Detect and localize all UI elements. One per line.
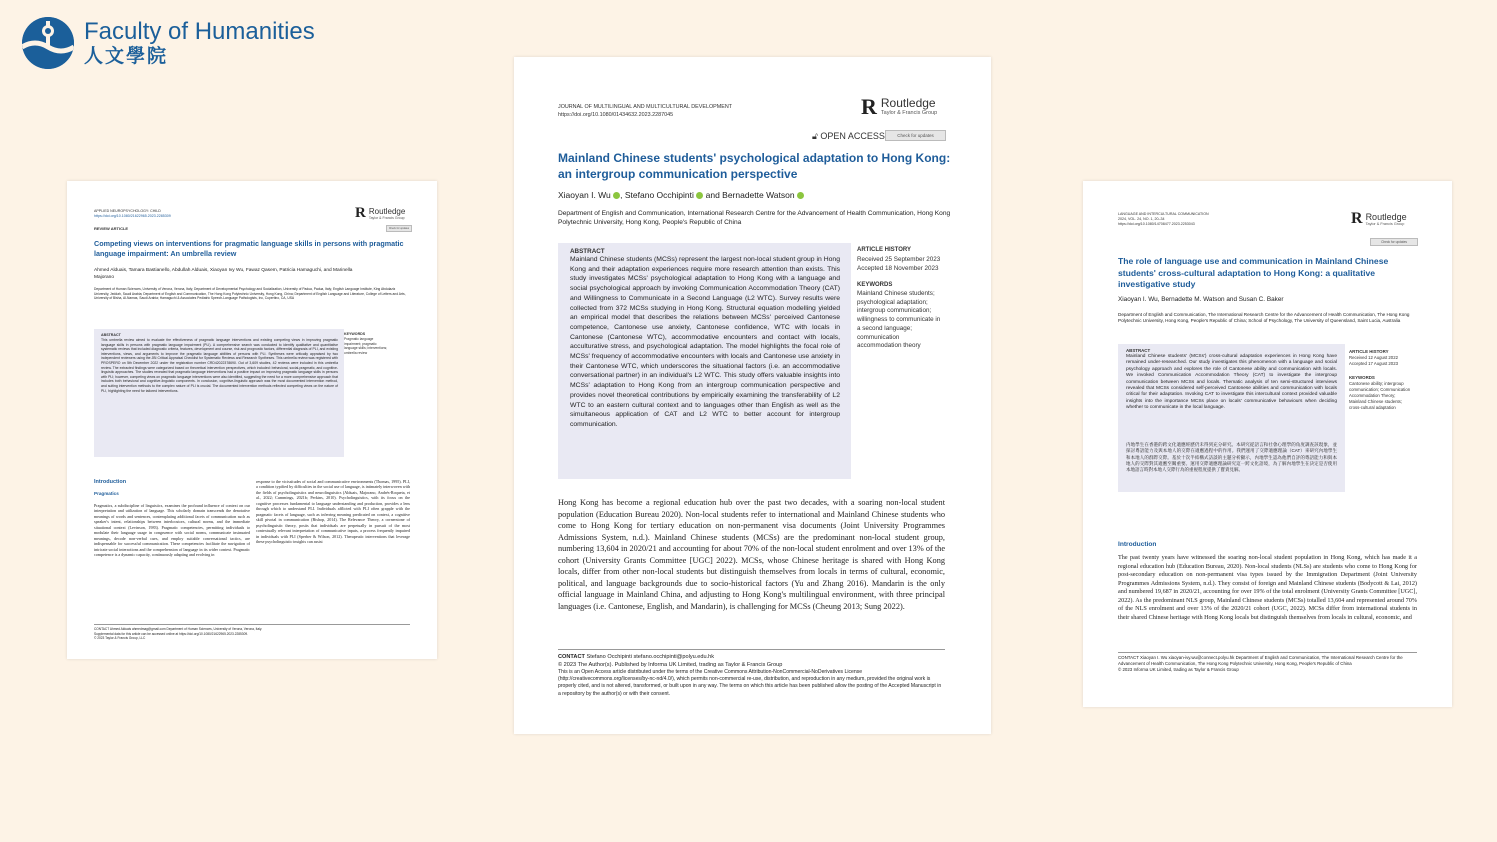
routledge-r-icon: R <box>861 94 877 119</box>
abstract-box: ABSTRACT This umbrella review aimed to evaluate the effectiveness of pragmatic language interventions and existing competing views in improving pragmatic language skills in persons with pragmatic language impairment (PLI). A comprehensive search was conducted to identify qualitative and quantitative systematic reviews that included diagnostic criteria, features, development and course, risk and prognostic factors, differential diagnosis of PLI, and existing interventions, views, and arguments to improve the pragmatic language abilities of persons with PLI. Syntheses were critically appraised by two independent reviewers using the JBI Critical Appraisal Checklist for Systematic Reviews and Research Syntheses. This umbrella review was registered with PROSPERO on 5th December 2022 under the registration number CRD42022378690. Out of 3,609 studies, 42 reviews were included in this umbrella review. The extracted findings were categorized based on theoretical intervention perspectives, which included: behavioral, social-pragmatic, and cognitive-linguistic approaches. The studies revealed that pragmatic language interventions had a positive impact on improving pragmatic language skills in persons with PLI; however, competing views on pragmatic language interventions were also identified, suggesting the need for a more comprehensive approach that includes both behavioral and cognitive-linguistic components. In conclusion, cognitive-linguistic approach was the most documented intervention method, and suiting intervention methods to the complex nature of PLI is crucial. The documented intervention methods reflected competing views on the nature of PLI, highlighting the need for tailored interventions. <box>94 329 344 457</box>
open-access-badge: 🔓︎ OPEN ACCESS <box>812 131 885 141</box>
body-column-1: Pragmatics, a subdiscipline of linguistics, examines the profound influence of context on our interpretation and utilization of language. This scholarly domain transcends the denotative meanings of words and sentences, contemplating additional facets of communication such as speaker's intent, relationships between interlocutors, cultural norms, and the immediate situational context (Levinson, 1983). Pragmatic competencies, permitting individuals to modulate their language usage in congruence with social norms, communicate insinuated meanings, decode non-verbal cues, and employ suitable conversational tactics, are indispensable for successful communication. These competencies facilitate the navigation of intricate social interactions and the comprehension of language in its wider context. Pragmatic competence is a dynamic capacity, continuously adapting and evolving in <box>94 503 250 558</box>
faculty-brand <box>22 17 315 69</box>
journal-name: LANGUAGE AND INTERCULTURAL COMMUNICATION <box>1118 212 1209 216</box>
divider <box>558 649 945 650</box>
authors: Xiaoyan I. Wu , Stefano Occhipinti and Bernadette Watson <box>558 190 958 200</box>
accepted-date: Accepted 18 November 2023 <box>857 265 939 272</box>
received-date: Received 12 August 2022 <box>1349 355 1398 360</box>
orcid-icon[interactable] <box>797 192 804 199</box>
article-title[interactable]: Competing views on interventions for pragmatic language skills in persons with pragmatic language impairment: An umbrella review <box>94 239 404 258</box>
keywords: Mainland Chinese students; psychological adaptation; intergroup communication; willingness to communicate in a second language; communication accommodation theory <box>857 290 941 350</box>
abstract-box: ABSTRACT Mainland Chinese students' (MCSs') cross-cultural adaptation experiences in Hong Kong have remained under-researched. Our study investigates this phenomenon with a language and social psychology approach and explores the role of Cantonese ability and communication with locals. We invoked Communication Accommodation Theory (CAT) to investigate the intergroup communication between MCSs and locals. Thematic analysis of ten semi-structured interviews revealed that MCSs considered self-perceived Cantonese abilities and communication with locals critical for their adaptation. Invoking CAT to investigate this intercultural context provided valuable insights into the importance MCSs place on locals' communicative behaviours when deciding whether to communicate in the local language. 内地學生在香港的跨文化適應經歷仍未得到充分研究。本研究從語言和社會心理學的角度調查該現象，並探討粵語能力及與本地人的交際在適應過程中的作用。我們運用了交際適應理論（CAT）來研究內地學生和本地人的群際交際。基於十次半結構式訪談的主題分析顯示，內地學生認為他們自評的粵語能力和與本地人的交際對其適應至關重要。運用交際適應理論研究這一跨文化語境，為了解內地學生在決定是否使用本地語言時對本地人交際行為的重視程度提供了寶貴見解。 <box>1118 344 1345 492</box>
intro-heading: Introduction <box>1118 541 1157 548</box>
contact-line: CONTACT Ahmed Alduais ahmedmag@gmail.com Department of Human Sciences, University of Verona, Verona, Italy. Supplemental data for this article can be accessed online at https://doi.org/10.1080/21622965.2023.2285309. © 2023 Taylor & Francis Group, LLC <box>94 627 263 640</box>
check-updates-button[interactable]: Check for updates <box>386 225 412 232</box>
sub-heading: Pragmatics <box>94 491 119 496</box>
faculty-logo-icon <box>22 17 74 69</box>
received-date: Received 25 September 2023 <box>857 256 941 263</box>
check-updates-button[interactable]: Check for updates <box>885 130 946 141</box>
publisher-logo: R Routledge Taylor & Francis Group <box>355 205 406 221</box>
article-type: REVIEW ARTICLE <box>94 226 129 231</box>
journal-name: APPLIED NEUROPSYCHOLOGY: CHILD <box>94 209 161 213</box>
history-label: ARTICLE HISTORY <box>857 247 912 253</box>
orcid-icon[interactable] <box>613 192 620 199</box>
body-text: The past twenty years have witnessed the soaring non-local student population in Hong Kong, which has made it a regional education hub (Education Bureau, 2020). Non-local students (NLSs) are students who come to Hong Kong for post-secondary education on non-permanent visa types issued by the Immigration Department (Joint University Programmes Admissions System, n.d.). They consist of foreign and Mainland Chinese students (Bodycott & Lai, 2012) and numbered 19,687 in 2020/21, accounting for over 19% of the total enrolment (University Grants Committee [UGC], 2022). As the predominant NLS group, Mainland Chinese students (MCSs) totalled 13,604 and represented around 70% of the NLS enrolment and over 13% of the 2020/21 cohort (UGC, 2022). MCSs differ from international students in their shared Chinese heritage with Hong Kong locals but distinguish themselves from locals in cultural, economic, and <box>1118 554 1417 621</box>
authors: Ahmed Alduais, Tamara Bastianello, Abdullah Alduais, Xiaoyan Ivy Wu, Fawaz Qasem, Patricia Hamaguchi, and Marinella Majorano <box>94 268 353 280</box>
accepted-date: Accepted 17 August 2023 <box>1349 361 1398 366</box>
doi-link[interactable]: https://doi.org/10.1080/01434632.2023.2287045 <box>558 112 674 118</box>
abstract-text-zh: 内地學生在香港的跨文化適應經歷仍未得到充分研究。本研究從語言和社會心理學的角度調查該現象，並探討粵語能力及與本地人的交際在適應過程中的作用。我們運用了交際適應理論（CAT）來研究內地學生和本地人的群際交際。基於十次半結構式訪談的主題分析顯示，內地學生認為他們自評的粵語能力和與本地人的交際對其適應至關重要。運用交際適應理論研究這一跨文化語境，為了解內地學生在決定是否使用本地語言時對本地人交際行為的重視程度提供了寶貴見解。 <box>1126 442 1337 473</box>
affiliations: Department of Human Sciences, University of Verona, Verona, Italy; Department of Developmental Psychology and Socialization, University of Padua, Padua, Italy; English Language Institute, King Abdulaziz University, Jeddah, Saudi Arabia; Department of English and Communication, The Hong Kong Polytechnic University, Hong Kong, China; Department of English Language and Literature, College of Letters and Arts, University of Bisha, Al-Namas, Saudi Arabia; Hamaguchi & Associates Pediatric Speech-Language Pathologists, Inc, Cupertino, CA, USA <box>94 287 406 301</box>
keywords-label: KEYWORDS <box>344 332 366 336</box>
check-updates-button[interactable]: Check for updates <box>1370 238 1418 246</box>
email-link[interactable]: Stefano Occhipinti stefano.occhipinti@polyu.edu.hk <box>586 654 715 660</box>
orcid-icon[interactable] <box>696 192 703 199</box>
keywords: Pragmatic language impairment; pragmatic language skills; interventions; umbrella review <box>344 337 388 355</box>
routledge-r-icon: R <box>355 205 366 221</box>
doi-link[interactable]: https://doi.org/10.1080/21622965.2023.2285309 <box>94 214 171 218</box>
intro-heading: Introduction <box>94 479 127 485</box>
routledge-r-icon: R <box>1351 210 1363 227</box>
affiliation: Department of English and Communication, International Research Centre for the Advancement of Health Communication, Hong Kong Polytechnic University, Hong Kong, People's Republic of China <box>558 210 951 226</box>
divider <box>94 624 410 625</box>
doi-link[interactable]: https://doi.org/10.1080/14708477.2023.2253043 <box>1118 222 1195 226</box>
faculty-name-zh: 人文學院 <box>84 46 169 67</box>
abstract-text: Mainland Chinese students' (MCSs') cross-cultural adaptation experiences in Hong Kong have remained under-researched. Our study investigates this phenomenon with a language and social psychology approach and explores the role of Cantonese ability and communication with locals. We invoked Communication Accommodation Theory (CAT) to investigate the intergroup communication between MCSs and locals. Thematic analysis of ten semi-structured interviews revealed that MCSs considered self-perceived Cantonese abilities and communication with locals critical for their adaptation. Invoking CAT to investigate this intercultural context provided valuable insights into the importance MCSs place on locals' communicative behaviours when deciding whether to communicate in the local language. <box>1126 354 1337 411</box>
journal-name: JOURNAL OF MULTILINGUAL AND MULTICULTURAL DEVELOPMENT <box>558 104 733 110</box>
paper-center[interactable] <box>514 57 991 734</box>
history-label: ARTICLE HISTORY <box>1349 349 1389 354</box>
article-title[interactable]: Mainland Chinese students' psychological adaptation to Hong Kong: an intergroup communication perspective <box>558 151 951 181</box>
publisher-logo: R Routledge Taylor & Francis Group <box>861 94 938 119</box>
faculty-name-en: Faculty of Humanities <box>84 18 315 45</box>
contact-block: CONTACT Xiaoyan I. Wu xiaoyan-ivy.wu@connect.polyu.hk Department of English and Communication, The International Research Centre for the Advancement of Health Communication, The Hong Kong Polytechnic University, Hong Kong, People's Republic of China © 2023 Informa UK Limited, trading as Taylor & Francis Group <box>1118 655 1403 672</box>
keywords: Cantonese ability; intergroup communication; Communication Accommodation Theory; Mainland Chinese students; cross-cultural adaptation <box>1349 381 1411 410</box>
divider <box>1118 652 1417 653</box>
affiliations: Department of English and Communication, The International Research Centre for the Advancement of Health Communication, The Hong Kong Polytechnic University, Hong Kong, People's Republic of China; School of Psychology, The University of Queensland, Saint Lucia, Australia <box>1118 312 1410 323</box>
keywords-label: KEYWORDS <box>857 282 893 288</box>
abstract-box: ABSTRACT Mainland Chinese students (MCSs) represent the largest non-local student group in Hong Kong and their adaptation experiences require more research attention than exists. This study investigates MCSs' psychological adaptation to Hong Kong with a language and social psychological approach by invoking Communication Accommodation Theory (CAT) and Willingness to Communicate in a Second Language (L2 WTC). Survey results were collected from 372 MCSs studying in Hong Kong. Structural equation modelling yielded an empirical model that describes the relations between MCSs' perceived Cantonese competence, Cantonese use anxiety, Cantonese confidence, WTC with locals in Cantonese (Cantonese WTC), accommodative encounters and contact with locals, acculturative stress, and psychological adaptation. The model highlights the focal role of MCSs' frequency of accommodative encounters with locals and Cantonese use anxiety in their Cantonese WTC, which underscores the situational factors (i.e. an accommodative conversational partner) in an individual's L2 WTC. This study offers valuable insights into MCSs' adaptation to Hong Kong from an intergroup communication perspective and provides novel theoretical contributions by empirically examining the transferability of L2 WTC to an eastern cultural context and to languages other than English as well as the simultaneous application of CAT and L2 WTC to better account for intergroup communication. <box>558 243 851 479</box>
abstract-text: Mainland Chinese students (MCSs) represent the largest non-local student group in Hong Kong and their adaptation experiences require more research attention than exists. This study investigates MCSs' psychological adaptation to Hong Kong with a language and social psychological approach by invoking Communication Accommodation Theory (CAT) and Willingness to Communicate in a Second Language (L2 WTC). Survey results were collected from 372 MCSs studying in Hong Kong. Structural equation modelling yielded an empirical model that describes the relations between MCSs' perceived Cantonese competence, Cantonese use anxiety, Cantonese confidence, WTC with locals in Cantonese (Cantonese WTC), accommodative encounters and contact with locals, acculturative stress, and psychological adaptation. The model highlights the focal role of MCSs' frequency of accommodative encounters with locals and Cantonese use anxiety in their Cantonese WTC, which underscores the situational factors (i.e. an accommodative conversational partner) in an individual's L2 WTC. This study offers valuable insights into MCSs' adaptation to Hong Kong from an intergroup communication perspective and provides novel theoretical contributions by empirically examining the transferability of L2 WTC to an eastern cultural context and to languages other than English as well as the simultaneous application of CAT and L2 WTC to better account for intergroup communication. <box>570 256 840 428</box>
body-column-2: response to the vicissitudes of social and communicative environments (Thomas, 1995). PLI, a condition typified by difficulties in the social use of language, is intimately interwoven with the fields of psycholinguistics and neurolinguistics (Alduais, Majorano, Andrés-Roqueta, et al., 2022; Cummings, 2021b; Perkins, 2010). Psycholinguistics, with its focus on the cognitive processes fundamental to language understanding and production, provides a lens through which to understand PLI. Individuals afflicted with PLI often grapple with the pragmatic facets of language, such as inferring meaning predicated on context, a cognitive skill pivotal in communication (Bishop, 2014). The Relevance Theory, a cornerstone of psycholinguistic theory, posits that individuals are perpetually in pursuit of the most contextually relevant interpretation of communicative inputs, a process frequently impaired in individuals with PLI (Sperber & Wilson, 2012). Therapeutic interventions that leverage these psycholinguistic insights can assist <box>256 479 410 544</box>
paper-left[interactable] <box>67 181 437 659</box>
keywords-label: KEYWORDS <box>1349 375 1375 380</box>
authors: Xiaoyan I. Wu, Bernadette M. Watson and Susan C. Baker <box>1118 296 1284 303</box>
article-title[interactable]: The role of language use and communication in Mainland Chinese students' cross-cultural adaptation to Hong Kong: a qualitative investigative study <box>1118 256 1389 289</box>
contact-block: CONTACT Stefano Occhipinti stefano.occhipinti@polyu.edu.hk © 2023 The Author(s). Published by Informa UK Limited, trading as Taylor & Francis Group This is an Open Access article distributed under the terms of the Creative Commons Attribution-NonCommercial-NoDerivatives License (http://creativecommons.org/licenses/by-nc-nd/4.0/), which permits non-commercial re-use, distribution, and reproduction in any medium, provided the original work is properly cited, and is not altered, transformed, or built upon in any way. The terms on which this article has been published allow the posting of the Accepted Manuscript in a repository by the author(s) or with their consent. <box>558 654 942 697</box>
body-text: Hong Kong has become a regional education hub over the past two decades, with a soaring non-local student population (Education Bureau 2020). Non-local students refer to international and Mainland Chinese students who come to Hong Kong for tertiary education on non-permanent visa documents (Joint University Programmes Admissions System, n.d.). Mainland Chinese students (MCSs) are the predominant non-local student group, numbering 13,604 in 2020/21 and accounting for about 70% of the non-local student enrolment and over 13% of the cohort (University Grants Committee [UGC] 2022). MCSs, whose Chinese heritage is shared with Hong Kong locals, differ from other non-local students but distinguish themselves from locals in terms of cultural, economic, political, and language backgrounds due to socio-historical factors (Yu and Zhang 2016). Mandarin is the only official language in Mainland China, and adjusting to Hong Kong's multilingual environment, with three principal languages (i.e. Cantonese, English, and Mandarin), is challenging for MCSs (Cheung 2013; Sung 2022). <box>558 498 945 611</box>
open-lock-icon: 🔓︎ <box>812 131 818 141</box>
publisher-logo: R Routledge Taylor & Francis Group <box>1351 210 1407 227</box>
paper-right[interactable] <box>1083 181 1452 707</box>
volume-info: 2024, VOL. 24, NO. 1, 20–34 <box>1118 217 1165 221</box>
abstract-text: This umbrella review aimed to evaluate the effectiveness of pragmatic language interventions and existing competing views in improving pragmatic language skills in persons with pragmatic language impairment (PLI). A comprehensive search was conducted to identify qualitative and quantitative systematic reviews that included diagnostic criteria, features, development and course, risk and prognostic factors, differential diagnosis of PLI, and existing interventions, views, and arguments to improve the pragmatic language abilities of persons with PLI. Syntheses were critically appraised by two independent reviewers using the JBI Critical Appraisal Checklist for Systematic Reviews and Research Syntheses. This umbrella review was registered with PROSPERO on 5th December 2022 under the registration number CRD42022378690. Out of 3,609 studies, 42 reviews were included in this umbrella review. The extracted findings were categorized based on theoretical intervention perspectives, which included: behavioral, social-pragmatic, and cognitive-linguistic approaches. The studies revealed that pragmatic language interventions had a positive impact on improving pragmatic language skills in persons with PLI; however, competing views on pragmatic language interventions were also identified, suggesting the need for a more comprehensive approach that includes both behavioral and cognitive-linguistic components. In conclusion, cognitive-linguistic approach was the most documented intervention method, and suiting intervention methods to the complex nature of PLI is crucial. The documented intervention methods reflected competing views on the nature of PLI, highlighting the need for tailored interventions. <box>101 338 338 393</box>
